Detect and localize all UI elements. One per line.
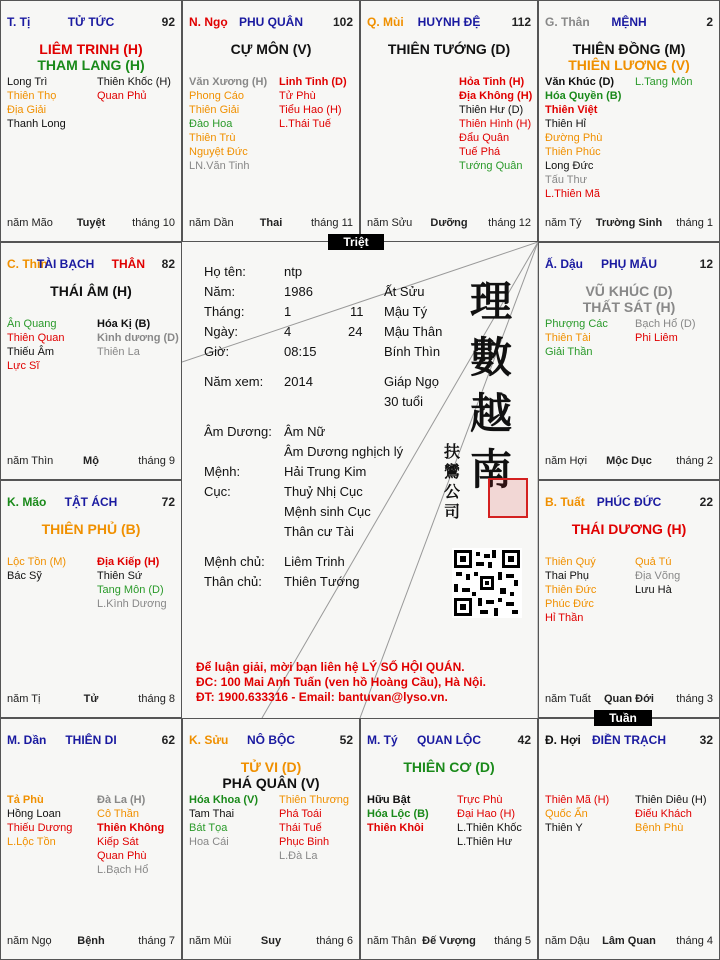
star-item: Thiên Tài [545,332,591,344]
year-label: Năm: [204,284,236,299]
palace-footer [367,217,531,231]
palace-footer [7,935,175,949]
star-item: Bệnh Phù [635,822,684,834]
major-star: THÁI ÂM (H) [50,283,132,299]
palace-month: tháng 5 [494,935,531,947]
star-item: Thiên Thương [279,794,350,806]
star-item: Quan Phủ [97,90,147,102]
palace-month: tháng 9 [138,455,175,467]
palace-header [545,495,713,511]
palace-month: tháng 10 [132,217,175,229]
star-item: Thiên Thọ [7,90,57,102]
palace-stage: Đế Vượng [422,935,476,947]
cuc-note-2: Thân cư Tài [284,524,354,539]
star-item: Thiên Sứ [97,570,143,582]
palace-than[interactable] [538,0,720,242]
palace-stage: Mộc Dục [606,455,652,467]
palace-year: năm Sửu [367,217,413,229]
major-star: THAM LANG (H) [37,57,145,73]
palace-age: 92 [161,15,175,29]
name-label: Họ tên: [204,264,246,279]
star-item: Kiếp Sát [97,836,139,848]
age-value: 30 tuổi [384,394,424,409]
palace-age: 82 [161,257,175,271]
palace-header [367,15,531,31]
star-item: Điếu Khách [635,808,692,820]
star-item: Bác Sỹ [7,570,42,582]
star-item: Lưu Hà [635,584,672,596]
palace-can-chi: N. Ngọ [189,15,228,29]
star-item: Lực Sĩ [7,360,40,372]
palace-header [545,15,713,31]
star-item: Giải Thần [545,346,593,358]
palace-month: tháng 7 [138,935,175,947]
palace-age: 102 [332,15,353,29]
palace-can-chi: K. Sửu [189,733,229,747]
major-star: TỬ VI (D) [240,759,302,775]
star-item: Phúc Đức [545,598,594,610]
palace-footer [545,455,713,469]
star-item: Quả Tú [635,556,672,568]
palace-month: tháng 8 [138,693,175,705]
palace-header [367,733,531,749]
major-star: THIÊN PHỦ (B) [41,521,141,537]
star-item: Địa Không (H) [459,90,533,102]
qr-code[interactable] [452,548,522,618]
star-item: Long Đức [545,160,594,172]
month-canchi: Mậu Tý [384,304,428,319]
palace-year: năm Hợi [545,455,588,467]
palace-can-chi: C. Thìn [7,257,48,271]
palace-footer [545,935,713,949]
palace-year: năm Thân [367,935,417,947]
star-item: Thiếu Dương [7,822,73,834]
star-item: Tang Môn (D) [97,584,164,596]
palace-name: NÔ BỘC [247,733,295,747]
star-item: Tả Phù [7,794,44,806]
star-item: L.Đà La [279,850,318,862]
star-item: Địa Võng [635,570,681,582]
palace-can-chi: K. Mão [7,495,47,509]
star-item: Thiên Khôi [367,822,424,834]
palace-ngo[interactable] [182,0,360,242]
hour-label: Giờ: [204,344,230,359]
palace-header [7,257,175,273]
palace-month: tháng 4 [676,935,713,947]
day-canchi: Mậu Thân [384,324,443,339]
palace-ti[interactable] [0,0,182,242]
palace-stage: Mộ [83,455,99,467]
center-info-panel [182,242,538,718]
palace-year: năm Tị [7,693,41,705]
palace-footer [189,935,353,949]
star-item: L.Thái Tuế [279,118,331,130]
star-item: Thiên Hình (H) [459,118,532,130]
palace-stage: Lâm Quan [602,935,656,947]
star-item: Thiên Việt [545,104,598,116]
contact-line-1: Để luận giải, mời bạn liên hệ LÝ SỐ HỘI QUÁN. [196,660,465,674]
palace-footer [189,217,353,231]
year-canchi: Ất Sửu [384,284,425,299]
view-year-label: Năm xem: [204,374,264,389]
star-item: Phi Liêm [635,332,678,344]
star-item: Thiên Quan [7,332,65,344]
palace-month: tháng 1 [676,217,713,229]
star-item: Thiên Hư (D) [459,104,524,116]
star-item: L.Bạch Hổ [97,864,149,876]
star-item: Thiên Diêu (H) [635,794,707,806]
palace-footer [367,935,531,949]
destiny-lord-label: Mệnh chủ: [204,554,265,569]
star-item: Thiên Khốc (H) [97,76,171,88]
body-lord-label: Thân chủ: [204,574,262,589]
seal-calligraphy: 理 數 越 南 [470,277,513,494]
palace-stage: Tuyệt [76,217,106,229]
major-star: THIÊN LƯƠNG (V) [568,57,690,73]
star-item: Hoa Cái [189,836,229,848]
star-item: Tướng Quân [459,160,523,172]
palace-age: 72 [161,495,175,509]
month-value: 1 [284,304,292,319]
star-item: Thái Tuế [279,822,322,834]
star-item: Quốc Ấn [545,808,588,820]
major-star: THIÊN ĐỒNG (M) [572,41,686,57]
palace-stage: Suy [260,935,282,947]
yin-yang-note: Âm Dương nghịch lý [284,444,404,459]
day-value: 4 [284,324,292,339]
star-item: Thiên Trù [189,132,236,144]
star-item: Hóa Kị (B) [97,318,151,330]
star-item: Bát Tọa [189,822,228,834]
palace-age: 32 [699,733,713,747]
star-item: L.Thiên Mã [545,188,601,200]
palace-age: 22 [699,495,713,509]
star-item: Thiên Hỉ [545,118,586,130]
star-item: Lộc Tồn (M) [7,556,67,568]
star-item: Văn Xương (H) [189,76,268,88]
palace-stage: Tử [83,693,99,705]
palace-dan[interactable] [0,718,182,960]
star-item: Long Trì [7,76,48,88]
star-item: Hữu Bật [367,794,411,806]
yin-yang-value: Âm Nữ [284,424,326,439]
star-item: LN.Văn Tinh [189,160,250,172]
palace-can-chi: Đ. Hợi [545,733,581,747]
palace-stage: Trường Sinh [595,217,663,229]
triet-badge: Triệt [328,234,384,250]
palace-can-chi: Ấ. Dậu [545,257,584,271]
hour-canchi: Bính Thìn [384,344,441,359]
palace-header [545,733,713,749]
palace-header [7,733,175,749]
star-item: L.Thiên Khốc [457,822,522,834]
body-lord-value: Thiên Tướng [284,574,360,589]
palace-name: THIÊN DI [65,733,117,747]
star-item: Tử Phù [279,90,316,102]
star-item: Hóa Quyền (B) [545,90,622,102]
star-item: Đà La (H) [97,794,146,806]
palace-header [545,257,713,273]
star-item: Trực Phù [457,794,503,806]
view-year-value: 2014 [284,374,313,389]
tuan-badge: Tuần [594,710,652,726]
palace-month: tháng 11 [310,217,353,229]
palace-month: tháng 2 [676,455,713,467]
palace-age: 62 [161,733,175,747]
star-item: Thiếu Âm [7,346,55,358]
day-label: Ngày: [204,324,238,339]
major-star: CỰ MÔN (V) [230,41,312,57]
palace-suu[interactable] [182,718,360,960]
star-item: L.Tang Môn [635,76,693,88]
palace-name: TÀI BẠCH THÂN [37,257,145,271]
star-item: Hỏa Tinh (H) [459,76,525,88]
palace-year: năm Dậu [545,935,590,947]
star-item: Đại Hao (H) [457,808,516,820]
star-item: Tiểu Hao (H) [279,104,342,116]
star-item: Thiên Y [545,822,583,834]
palace-year: năm Dần [189,217,234,229]
star-item: Thiên Giải [189,104,240,116]
star-item: Địa Giải [7,104,47,116]
palace-footer [545,693,713,707]
palace-year: năm Ngọ [7,935,52,947]
contact-line-2: ĐC: 100 Mai Anh Tuấn (ven hồ Hoàng Cầu), Hà Nội. [196,675,487,689]
major-star: LIÊM TRINH (H) [39,41,143,57]
palace-tuat[interactable] [538,480,720,718]
major-star: THẤT SÁT (H) [582,299,676,315]
month-label: Tháng: [204,304,245,319]
star-item: Quan Phù [97,850,147,862]
palace-name: QUAN LỘC [417,733,481,747]
destiny-label: Mệnh: [204,464,241,479]
palace-name: PHÚC ĐỨC [596,495,662,509]
star-item: Thanh Long [7,118,66,130]
palace-stage: Dưỡng [430,217,468,229]
star-item: Phục Binh [279,836,330,848]
red-stamp [488,478,528,518]
contact-block [196,660,536,705]
destiny-value: Hải Trung Kim [284,464,367,479]
palace-year: năm Mùi [189,935,232,947]
palace-hoi[interactable] [538,718,720,960]
star-item: Hỉ Thần [545,612,584,624]
major-star: THÁI DƯƠNG (H) [571,521,687,537]
major-star: THIÊN CƠ (D) [403,759,495,775]
palace-ty[interactable] [360,718,538,960]
palace-age: 52 [339,733,353,747]
hour-value: 08:15 [284,344,317,359]
palace-footer [7,217,175,231]
star-item: Phượng Các [545,318,608,330]
day-lunar: 24 [348,324,363,339]
name-value: ntp [284,264,303,279]
month-lunar: 11 [350,304,364,319]
star-item: Thiên Phúc [545,146,601,158]
palace-can-chi: M. Dần [7,733,47,747]
palace-can-chi: T. Tị [7,15,31,29]
star-item: Cô Thần [97,808,139,820]
star-item: Ân Quang [7,318,57,330]
palace-age: 12 [699,257,713,271]
palace-year: năm Tuất [545,693,591,705]
cuc-value: Thuỷ Nhị Cục [284,484,363,499]
star-item: Nguyệt Đức [189,146,248,158]
palace-year: năm Tý [545,217,582,229]
star-item: Phong Cáo [189,90,245,102]
palace-name: ĐIỀN TRẠCH [592,733,666,747]
palace-month: tháng 3 [676,693,713,705]
palace-header [189,733,353,749]
palace-can-chi: B. Tuất [545,495,585,509]
star-item: Linh Tinh (D) [279,76,347,88]
cuc-label: Cục: [204,484,231,499]
star-item: Đường Phù [545,132,603,144]
star-item: Hóa Lộc (B) [367,808,429,820]
star-item: Hồng Loan [7,808,61,820]
star-item: Thiên Mã (H) [545,794,610,806]
palace-name: TỬ TỨC [67,15,115,29]
star-item: Kình dương (D) [97,332,179,344]
palace-year: năm Mão [7,217,53,229]
palace-name: HUYNH ĐỆ [417,15,481,29]
palace-header [7,495,175,511]
palace-year: năm Thìn [7,455,54,467]
palace-age: 112 [511,15,531,29]
star-item: Đào Hoa [189,118,233,130]
destiny-lord-value: Liêm Trinh [284,554,345,569]
star-item: Thiên Đức [545,584,597,596]
palace-header [7,15,175,31]
palace-stage: Thai [259,217,283,229]
palace-stage: Quan Đới [604,693,654,705]
palace-month: tháng 6 [316,935,353,947]
star-item: Đẩu Quân [459,132,510,144]
palace-stage: Bệnh [77,935,105,947]
palace-footer [545,217,713,231]
palace-can-chi: G. Thân [545,15,590,29]
major-star: VŨ KHÚC (D) [585,283,673,299]
star-item: Bạch Hổ (D) [635,318,696,330]
seal-company: 扶 鸞 公 司 [444,442,461,521]
star-item: L.Thiên Hư [457,836,513,848]
star-item: Tuế Phá [459,146,501,158]
palace-name: PHỤ MẪU [601,257,657,271]
palace-can-chi: M. Tý [367,733,398,747]
palace-footer [7,693,175,707]
star-item: Tấu Thư [545,174,588,186]
cuc-note-1: Mệnh sinh Cục [284,504,371,519]
palace-name: PHU QUÂN [238,15,303,29]
body-marker: THÂN [111,257,145,271]
palace-mao[interactable] [0,480,182,718]
year-value: 1986 [284,284,313,299]
star-item: Hóa Khoa (V) [189,794,259,806]
star-item: Phá Toái [279,808,322,820]
view-year-canchi: Giáp Ngọ [384,374,439,389]
palace-age: 42 [517,733,531,747]
palace-thin[interactable] [0,242,182,480]
palace-header [189,15,353,31]
contact-line-3[interactable]: ĐT: 1900.633316 - Email: bantuvan@lyso.vn. [196,690,448,704]
star-item: L.Lộc Tồn [7,836,56,848]
palace-dau[interactable] [538,242,720,480]
star-item: Thiên Quý [545,556,596,568]
major-star: THIÊN TƯỚNG (D) [387,41,511,57]
palace-can-chi: Q. Mùi [367,15,404,29]
palace-age: 2 [706,15,713,29]
palace-mui[interactable] [360,0,538,242]
star-item: Tam Thai [189,808,235,820]
star-item: Thiên Không [97,822,165,834]
star-item: Thai Phụ [545,570,590,582]
palace-month: tháng 12 [488,217,531,229]
star-item: Thiên La [97,346,140,358]
star-item: Địa Kiếp (H) [97,556,160,568]
major-star: PHÁ QUÂN (V) [222,775,320,791]
palace-name: MỆNH [611,15,647,29]
yin-yang-label: Âm Dương: [204,424,272,439]
palace-footer [7,455,175,469]
star-item: Văn Khúc (D) [545,76,615,88]
star-item: L.Kình Dương [97,598,167,610]
palace-name: TẬT ÁCH [64,495,118,509]
